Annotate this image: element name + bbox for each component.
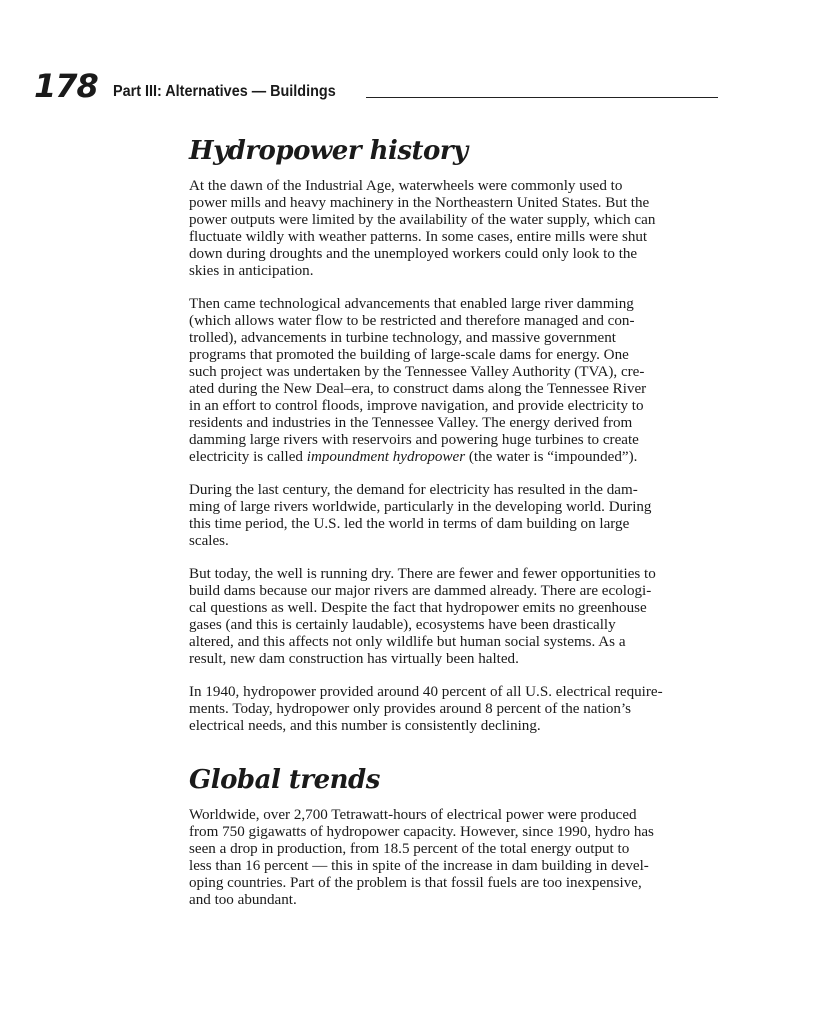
- text-line: and too abundant.: [189, 892, 297, 908]
- text-line: Then came technological advancements that enabled large river damming: [189, 296, 634, 312]
- text-line: power mills and heavy machinery in the Northeastern United States. But the: [189, 195, 650, 211]
- paragraph: [189, 684, 721, 735]
- text-line: (which allows water flow to be restricted and therefore managed and con-: [189, 313, 635, 329]
- text-line: less than 16 percent — this in spite of the increase in dam building in devel-: [189, 858, 649, 874]
- paragraph: [189, 566, 721, 668]
- text-line: [189, 449, 721, 466]
- text-line: At the dawn of the Industrial Age, waterwheels were commonly used to: [189, 178, 623, 194]
- text-line: electrical needs, and this number is consistently declining.: [189, 718, 541, 734]
- paragraph: [189, 178, 721, 280]
- text-line: During the last century, the demand for electricity has resulted in the dam-: [189, 482, 638, 498]
- paragraph: [189, 482, 721, 550]
- text-line: residents and industries in the Tennessee Valley. The energy derived from: [189, 415, 633, 431]
- text-line: in an effort to control floods, improve navigation, and provide electricity to: [189, 398, 644, 414]
- page-body: [189, 134, 721, 925]
- text-line: Worldwide, over 2,700 Tetrawatt-hours of electrical power were produced: [189, 807, 637, 823]
- text-fragment: (the water is “impounded”).: [465, 449, 638, 465]
- text-line: oping countries. Part of the problem is that fossil fuels are too inexpensive,: [189, 875, 642, 891]
- text-line: damming large rivers with reservoirs and powering huge turbines to create: [189, 432, 639, 448]
- text-line: ated during the New Deal–era, to construct dams along the Tennessee River: [189, 381, 647, 397]
- text-fragment: electricity is called: [189, 449, 307, 465]
- text-line: fluctuate wildly with weather patterns. In some cases, entire mills were shut: [189, 229, 648, 245]
- header-rule: [366, 97, 718, 98]
- paragraph: [189, 296, 721, 466]
- page-number: 178: [34, 67, 98, 105]
- text-line: trolled), advancements in turbine technology, and massive government: [189, 330, 616, 346]
- text-line: such project was undertaken by the Tennessee Valley Authority (TVA), cre-: [189, 364, 645, 380]
- text-line: result, new dam construction has virtually been halted.: [189, 651, 519, 667]
- text-line: seen a drop in production, from 18.5 percent of the total energy output to: [189, 841, 630, 857]
- text-line: this time period, the U.S. led the world in terms of dam building on large: [189, 516, 630, 532]
- text-line: skies in anticipation.: [189, 263, 314, 279]
- text-line: ments. Today, hydropower only provides around 8 percent of the nation’s: [189, 701, 632, 717]
- text-line: power outputs were limited by the availability of the water supply, which can: [189, 212, 656, 228]
- text-line: scales.: [189, 533, 229, 549]
- paragraph: [189, 807, 721, 909]
- text-line: programs that promoted the building of large-scale dams for energy. One: [189, 347, 629, 363]
- section-title-global-trends: Global trends: [189, 765, 380, 795]
- text-line: altered, and this affects not only wildlife but human social systems. As a: [189, 634, 626, 650]
- text-line: ming of large rivers worldwide, particularly in the developing world. During: [189, 499, 652, 515]
- text-line: build dams because our major rivers are dammed already. There are ecologi-: [189, 583, 652, 599]
- text-line: down during droughts and the unemployed workers could only look to the: [189, 246, 638, 262]
- section-title-hydropower-history: Hydropower history: [189, 136, 468, 166]
- text-line: In 1940, hydropower provided around 40 percent of all U.S. electrical require-: [189, 684, 663, 700]
- text-line: But today, the well is running dry. There are fewer and fewer opportunities to: [189, 566, 656, 582]
- text-line: from 750 gigawatts of hydropower capacity. However, since 1990, hydro has: [189, 824, 654, 840]
- italic-term: impoundment hydropower: [306, 449, 466, 465]
- running-head: Part III: Alternatives — Buildings: [113, 83, 336, 100]
- text-line: gases (and this is certainly laudable), ecosystems have been drastically: [189, 617, 616, 633]
- text-line: cal questions as well. Despite the fact that hydropower emits no greenhouse: [189, 600, 647, 616]
